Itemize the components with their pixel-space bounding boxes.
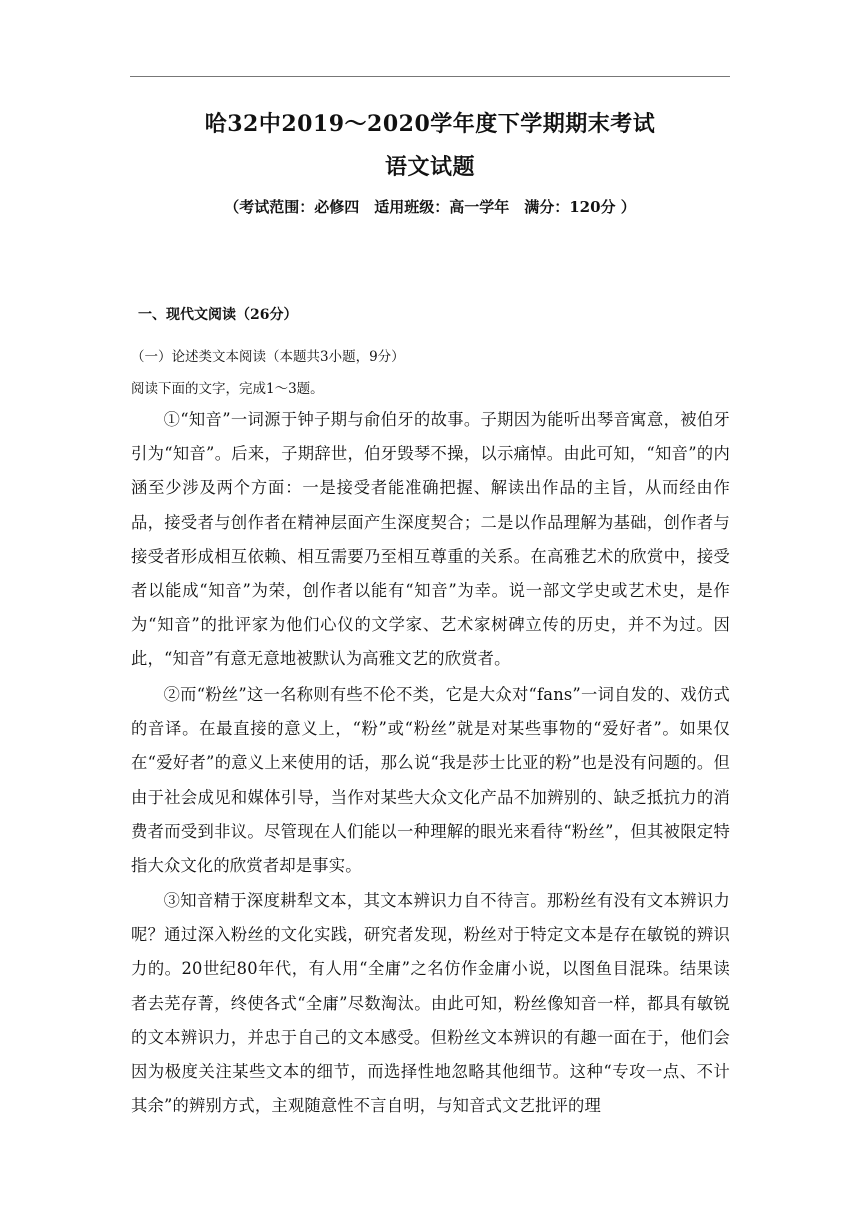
paragraph-1: ①“知音”一词源于钟子期与俞伯牙的故事。子期因为能听出琴音寓意，被伯牙引为“知音”。后来，子期辞世，伯牙毁琴不操，以示痛悼。由此可知，“知音”的内涵至少涉及两个方面：一是接受者能准确把握、解读出作品的主旨，从而经由作品，接受者与创作者在精神层面产生深度契合；二是以作品理解为基础，创作者与接受者形成相互依赖、相互需要乃至相互尊重的关系。在高雅艺术的欣赏中，接受者以能成“知音”为荣，创作者以能有“知音”为幸。说一部文学史或艺术史，是作为“知音”的批评家为他们心仪的文学家、艺术家树碑立传的历史，并不为过。因此，“知音”有意无意地被默认为高雅文艺的欣赏者。 [131,410,730,669]
exam-title: 哈32中2019～2020学年度下学期期末考试 [204,111,656,137]
subject-title: 语文试题 [384,154,475,180]
sub-section-heading: （一）论述类文本阅读（本题共3小题，9分） [131,349,405,365]
section-heading: 一、现代文阅读（26分） [138,307,298,323]
header-rule [130,76,730,77]
exam-info: （考试范围：必修四 适用班级：高一学年 满分：120分 ） [224,198,636,216]
paragraph-3: ③知音精于深度耕犁文本，其文本辨识力自不待言。那粉丝有没有文本辨识力呢？通过深入粉丝的文化实践，研究者发现，粉丝对于特定文本是存在敏锐的辨识力的。20世纪80年代，有人用“全庸”之名仿作金庸小说，以图鱼目混珠。结果读者去芜存菁，终使各式“全庸”尽数淘汰。由此可知，粉丝像知音一样，都具有敏锐的文本辨识力，并忠于自己的文本感受。但粉丝文本辨识的有趣一面在于，他们会因为极度关注某些文本的细节，而选择性地忽略其他细节。这种“专攻一点、不计其余”的辨别方式，主观随意性不言自明，与知音式文艺批评的理 [131,891,730,1116]
reading-instruction: 阅读下面的文字，完成1～3题。 [131,381,324,397]
paragraph-2: ②而“粉丝”这一名称则有些不伦不类，它是大众对“fans”一词自发的、戏仿式的音译。在最直接的意义上，“粉”或“粉丝”就是对某些事物的“爱好者”。如果仅在“爱好者”的意义上来使用的话，那么说“我是莎士比亚的粉”也是没有问题的。但由于社会成见和媒体引导，当作对某些大众文化产品不加辨别的、缺乏抵抗力的消费者而受到非议。尽管现在人们能以一种理解的眼光来看待“粉丝”，但其被限定特指大众文化的欣赏者却是事实。 [131,685,730,876]
